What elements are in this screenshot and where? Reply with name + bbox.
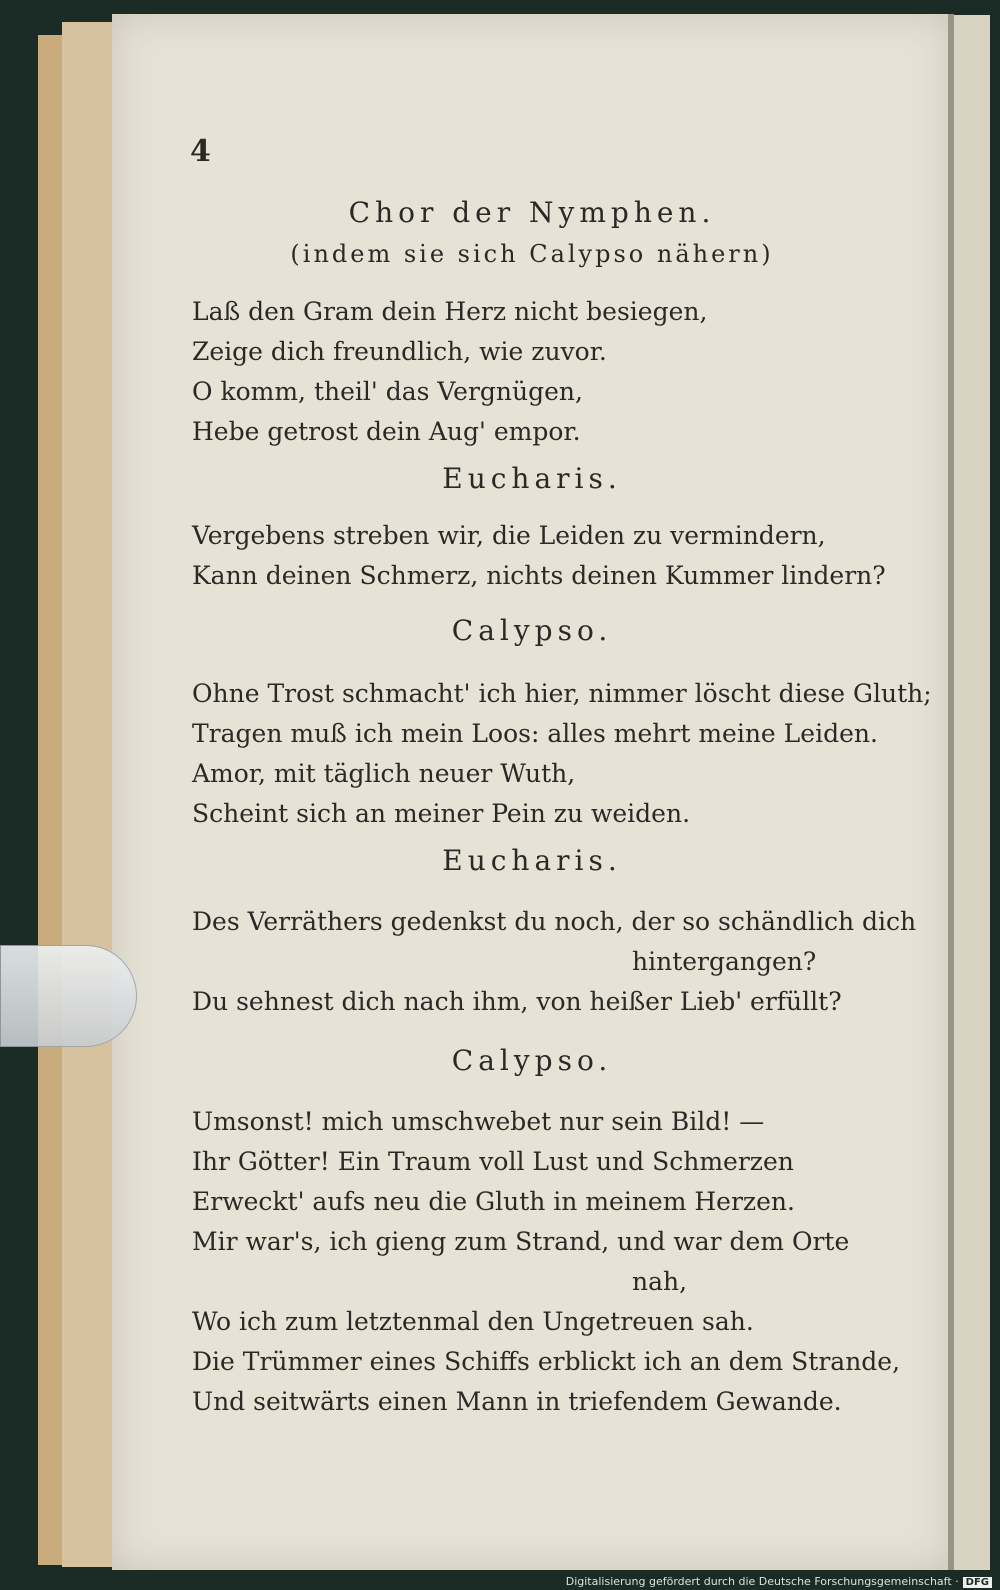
verse-line: Mir war's, ich gieng zum Strand, und war dem Orte bbox=[192, 1227, 850, 1256]
verse-line-continuation: hintergangen? bbox=[632, 947, 817, 976]
verse-line: Erweckt' aufs neu die Gluth in meinem Herzen. bbox=[192, 1187, 795, 1216]
verse-line: Zeige dich freundlich, wie zuvor. bbox=[192, 337, 607, 366]
verse-line: Vergebens streben wir, die Leiden zu vermindern, bbox=[192, 521, 826, 550]
verse-line: Des Verräthers gedenkst du noch, der so schändlich dich bbox=[192, 907, 917, 936]
verse-block bbox=[192, 902, 917, 1022]
verse-line: Tragen muß ich mein Loos: alles mehrt meine Leiden. bbox=[192, 719, 878, 748]
verse-line: Ihr Götter! Ein Traum voll Lust und Schmerzen bbox=[192, 1147, 794, 1176]
verse-line: Wo ich zum letztenmal den Ungetreuen sah. bbox=[192, 1307, 754, 1336]
verse-line: Hebe getrost dein Aug' empor. bbox=[192, 417, 581, 446]
verse-block bbox=[192, 516, 892, 596]
speaker-heading: Calypso. bbox=[451, 1044, 613, 1077]
page-number: 4 bbox=[190, 134, 211, 169]
book-page bbox=[112, 14, 952, 1570]
verse-block bbox=[192, 292, 892, 452]
speaker-heading: Calypso. bbox=[451, 614, 613, 647]
speaker-heading: Eucharis. bbox=[442, 462, 622, 495]
verse-line: Du sehnest dich nach ihm, von heißer Lieb' erfüllt? bbox=[192, 987, 842, 1016]
verse-line: Kann deinen Schmerz, nichts deinen Kummer lindern? bbox=[192, 561, 886, 590]
verse-line: Ohne Trost schmacht' ich hier, nimmer löscht diese Gluth; bbox=[192, 679, 932, 708]
verse-line: Und seitwärts einen Mann in triefendem Gewande. bbox=[192, 1387, 842, 1416]
page-binding bbox=[948, 14, 954, 1570]
speaker-heading: Eucharis. bbox=[442, 844, 622, 877]
next-page-edge bbox=[950, 15, 990, 1570]
verse-line: O komm, theil' das Vergnügen, bbox=[192, 377, 583, 406]
dfg-logo: DFG bbox=[963, 1577, 992, 1588]
verse-line: Laß den Gram dein Herz nicht besiegen, bbox=[192, 297, 708, 326]
verse-line-continuation: nah, bbox=[632, 1267, 688, 1296]
speaker-heading: Chor der Nymphen. bbox=[348, 196, 716, 229]
verse-block bbox=[192, 1102, 901, 1422]
verse-line: Die Trümmer eines Schiffs erblickt ich an dem Strande, bbox=[192, 1347, 901, 1376]
digitization-footer bbox=[566, 1575, 992, 1588]
verse-line: Scheint sich an meiner Pein zu weiden. bbox=[192, 799, 691, 828]
verse-block bbox=[192, 674, 932, 834]
verse-line: Umsonst! mich umschwebet nur sein Bild! — bbox=[192, 1107, 765, 1136]
glass-page-holder bbox=[0, 945, 137, 1047]
verse-line: Amor, mit täglich neuer Wuth, bbox=[192, 759, 576, 788]
footer-text: Digitalisierung gefördert durch die Deutsche Forschungsgemeinschaft · bbox=[565, 1575, 959, 1588]
stage-direction: (indem sie sich Calypso nähern) bbox=[290, 240, 774, 268]
